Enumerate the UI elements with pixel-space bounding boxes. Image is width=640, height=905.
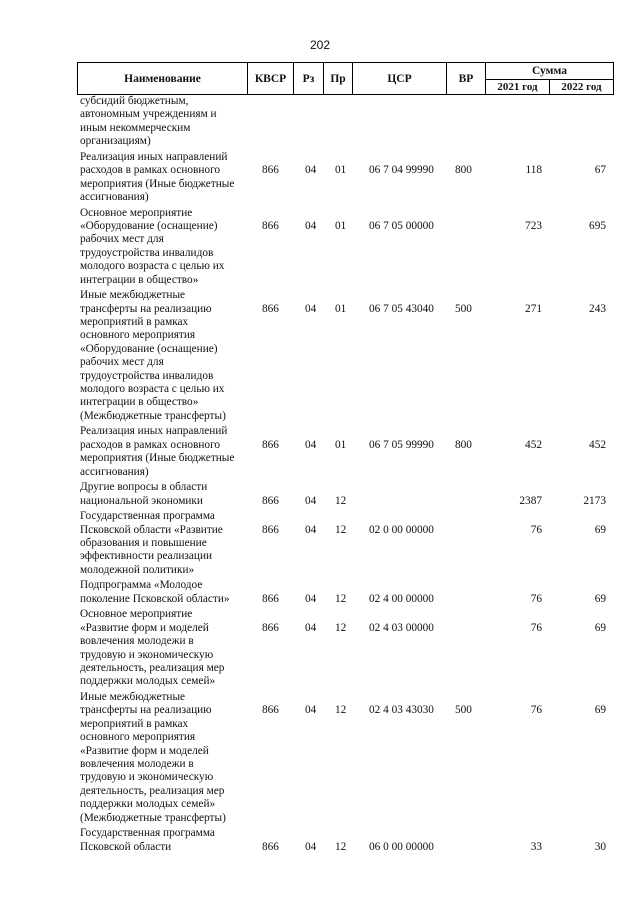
row-name-line: основного мероприятия [80, 731, 196, 744]
row-name-line: Реализация иных направлений [80, 150, 228, 163]
cell-s2021: 33 [530, 840, 542, 853]
cell-s2021: 76 [530, 621, 542, 634]
cell-vr: 500 [455, 302, 472, 315]
cell-kvsr: 866 [262, 438, 279, 451]
cell-s2022: 2173 [583, 494, 606, 507]
cell-pr: 01 [335, 302, 347, 315]
cell-pr: 01 [335, 438, 347, 451]
row-name-line: ассигнования) [80, 465, 149, 478]
cell-vr: 800 [455, 164, 472, 177]
row-name-line: «Оборудование (оснащение) [80, 220, 218, 232]
cell-s2022: 69 [594, 592, 606, 605]
cell-kvsr: 866 [262, 592, 279, 605]
table-row [0, 510, 640, 579]
cell-rz: 04 [305, 494, 317, 507]
cell-s2021: 452 [525, 438, 542, 451]
row-name-line: трудоустройства инвалидов [80, 369, 214, 382]
row-name-line: Государственная программа [80, 510, 215, 523]
row-name-line: рабочих мест для [80, 356, 164, 369]
cell-s2021: 76 [530, 704, 542, 717]
table-row [0, 691, 640, 827]
header-csr: ЦСР [352, 62, 447, 95]
row-name-line: «Развитие форм и моделей [80, 621, 209, 634]
row-name-line: мероприятия (Иные бюджетные [80, 452, 235, 465]
cell-s2022: 243 [589, 302, 606, 315]
cell-csr: 06 7 05 43040 [369, 302, 434, 315]
row-name [80, 425, 255, 479]
row-name-line: эффективности реализации [80, 550, 213, 563]
cell-kvsr: 866 [262, 704, 279, 717]
table-header [77, 62, 614, 95]
row-name-line: автономным учреждениям и [80, 108, 217, 121]
row-name-line: интеграции в общество» [80, 396, 199, 409]
cell-kvsr: 866 [262, 164, 279, 177]
row-name-line: трудовую и экономическую [80, 648, 214, 661]
cell-pr: 12 [335, 523, 347, 536]
row-name-line: деятельность, реализация мер [80, 784, 225, 797]
row-name-line: субсидий бюджетным, [80, 95, 189, 107]
cell-s2022: 69 [594, 621, 606, 634]
cell-pr: 12 [335, 704, 347, 717]
cell-pr: 01 [335, 219, 347, 232]
cell-kvsr: 866 [262, 840, 279, 853]
row-name-line: основного мероприятия [80, 329, 196, 342]
cell-csr: 02 0 00 00000 [369, 523, 434, 536]
cell-s2022: 67 [594, 164, 606, 177]
row-name-line: ассигнования) [80, 191, 149, 204]
row-name-line: Псковской области «Развитие [80, 523, 223, 536]
row-name-line: поколение Псковской области» [80, 592, 230, 605]
cell-rz: 04 [305, 704, 317, 717]
row-name-line: деятельность, реализация мер [80, 661, 225, 674]
cell-pr: 12 [335, 494, 347, 507]
cell-rz: 04 [305, 219, 317, 232]
cell-s2021: 271 [525, 302, 542, 315]
header-sum: Сумма [485, 62, 614, 80]
row-name [80, 579, 255, 606]
row-name-line: поддержки молодых семей» [80, 798, 216, 811]
cell-s2022: 695 [589, 219, 606, 232]
table-row [0, 289, 640, 425]
cell-rz: 04 [305, 438, 317, 451]
row-name-line: мероприятия (Иные бюджетные [80, 177, 235, 190]
header-kvsr: КВСР [247, 62, 294, 95]
row-name-line: Основное мероприятие [80, 608, 193, 621]
header-pr: Пр [323, 62, 353, 95]
row-name-line: трудоустройства инвалидов [80, 246, 214, 259]
row-name-line: поддержки молодых семей» [80, 675, 216, 688]
table-row [0, 608, 640, 691]
cell-rz: 04 [305, 302, 317, 315]
row-name-line: вовлечения молодежи в [80, 635, 194, 648]
cell-pr: 12 [335, 621, 347, 634]
row-name [80, 481, 255, 508]
cell-s2021: 723 [525, 219, 542, 232]
cell-csr: 02 4 03 00000 [369, 621, 434, 634]
row-name [80, 510, 255, 577]
row-name-line: образования и повышение [80, 536, 207, 549]
row-name-line: расходов в рамках основного [80, 438, 221, 451]
table-row [0, 425, 640, 481]
row-name-line: (Межбюджетные трансферты) [80, 409, 226, 422]
cell-pr: 12 [335, 592, 347, 605]
row-name-line: трансферты на реализацию [80, 704, 212, 717]
cell-pr: 12 [335, 840, 347, 853]
cell-rz: 04 [305, 621, 317, 634]
row-name-line: расходов в рамках основного [80, 164, 221, 177]
row-name [80, 827, 255, 854]
row-name-line: Иные межбюджетные [80, 690, 186, 703]
table-row [0, 827, 640, 856]
cell-csr: 02 4 03 43030 [369, 704, 434, 717]
cell-csr: 06 7 05 99990 [369, 438, 434, 451]
row-name-line: мероприятий в рамках [80, 316, 189, 328]
row-name-line: молодежной политики» [80, 563, 195, 576]
cell-pr: 01 [335, 164, 347, 177]
row-name-line: рабочих мест для [80, 233, 164, 246]
header-2022: 2022 год [549, 79, 614, 95]
table-row [0, 579, 640, 608]
row-name [80, 289, 255, 423]
table-row [0, 151, 640, 207]
row-name-line: «Развитие форм и моделей [80, 744, 209, 757]
cell-rz: 04 [305, 523, 317, 536]
row-name-line: мероприятий в рамках [80, 717, 189, 730]
row-name-line: вовлечения молодежи в [80, 757, 194, 770]
cell-s2022: 30 [594, 840, 606, 853]
row-name-line: Другие вопросы в области [80, 481, 208, 494]
cell-kvsr: 866 [262, 621, 279, 634]
cell-kvsr: 866 [262, 302, 279, 315]
row-name-line: Псковской области [80, 840, 172, 853]
cell-kvsr: 866 [262, 494, 279, 507]
row-name-line: «Оборудование (оснащение) [80, 342, 218, 355]
cell-rz: 04 [305, 592, 317, 605]
cell-csr: 06 7 04 99990 [369, 164, 434, 177]
page-number: 202 [309, 38, 331, 52]
row-name [80, 151, 255, 205]
header-2021: 2021 год [485, 79, 550, 95]
row-name [80, 691, 255, 825]
cell-vr: 500 [455, 704, 472, 717]
cell-s2021: 76 [530, 592, 542, 605]
row-name [80, 95, 255, 149]
cell-s2022: 452 [589, 438, 606, 451]
row-name [80, 608, 255, 688]
cell-s2021: 118 [525, 164, 542, 177]
cell-csr: 02 4 00 00000 [369, 592, 434, 605]
header-vr: ВР [446, 62, 486, 95]
cell-kvsr: 866 [262, 219, 279, 232]
table-row [0, 207, 640, 290]
cell-s2022: 69 [594, 523, 606, 536]
row-name-line: интеграции в общество» [80, 273, 199, 286]
row-name-line: иным некоммерческим [80, 121, 191, 134]
row-name-line: национальной экономики [80, 494, 203, 507]
row-name-line: организациям) [80, 135, 151, 148]
row-name-line: трансферты на реализацию [80, 302, 212, 315]
cell-s2022: 69 [594, 704, 606, 717]
cell-kvsr: 866 [262, 523, 279, 536]
header-name: Наименование [77, 62, 248, 95]
row-name-line: Подпрограмма «Молодое [80, 579, 203, 592]
row-name-line: Реализация иных направлений [80, 425, 228, 438]
row-name-line: Государственная программа [80, 827, 215, 840]
table-row [0, 481, 640, 510]
cell-rz: 04 [305, 164, 317, 177]
row-name-line: Основное мероприятие [80, 206, 193, 219]
row-name-line: (Межбюджетные трансферты) [80, 811, 226, 824]
row-name-line: молодого возраста с целью их [80, 260, 225, 273]
row-name-line: трудовую и экономическую [80, 771, 214, 784]
row-name [80, 207, 255, 287]
cell-rz: 04 [305, 840, 317, 853]
table-row [0, 95, 640, 151]
cell-csr: 06 0 00 00000 [369, 840, 434, 853]
row-name-line: Иные межбюджетные [80, 289, 186, 302]
cell-s2021: 2387 [519, 494, 542, 507]
header-rz: Рз [293, 62, 324, 95]
cell-csr: 06 7 05 00000 [369, 219, 434, 232]
cell-s2021: 76 [530, 523, 542, 536]
cell-vr: 800 [455, 438, 472, 451]
table-body [0, 95, 640, 856]
row-name-line: молодого возраста с целью их [80, 383, 225, 396]
